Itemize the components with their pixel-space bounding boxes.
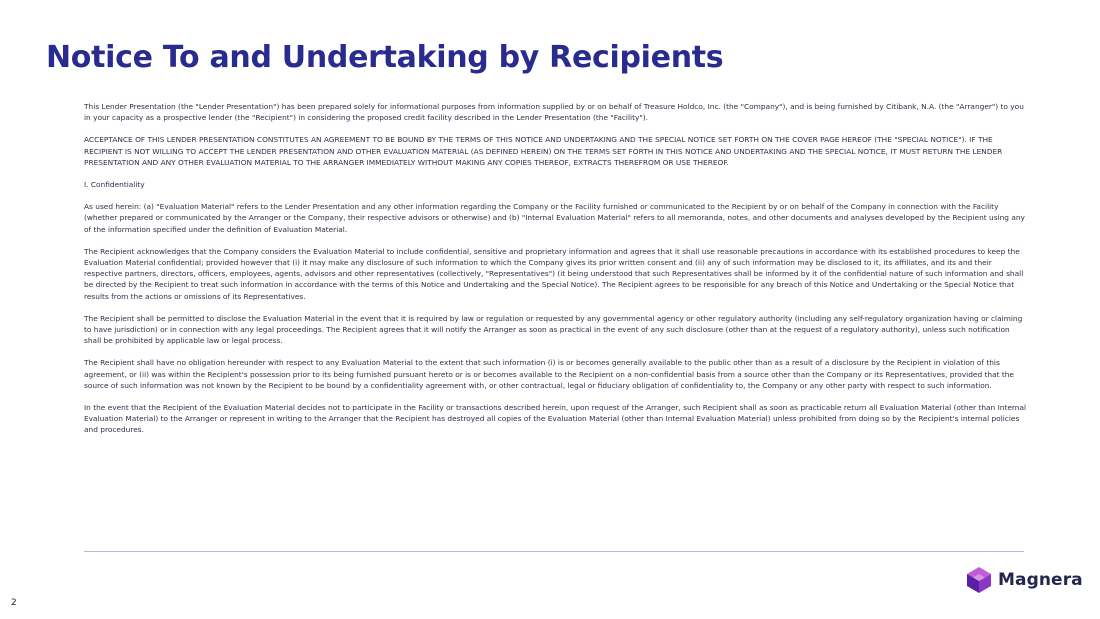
definitions-paragraph: As used herein: (a) "Evaluation Material" refers to the Lender Presentation and any other information regarding the Company or the Facility furnished or communicated to the Recipient by or on behalf of the Company in connection with the Facility (whether prepared or communicated by the Arranger or the Company, their respective advisors or otherwise) and (b) "Internal Evaluation Material" refers to all memoranda, notes, and other documents and analyses developed by the Recipient using any of the information specified under the definition of Evaluation Material. [84,202,1025,234]
notice-body [84,101,1029,447]
brand-name: Magnera [998,570,1083,590]
intro-paragraph: This Lender Presentation (the "Lender Presentation") has been prepared solely for informational purposes from information supplied by or on behalf of Treasure Holdco, Inc. (the "Company"), and is being furnished by Citibank, N.A. (the "Arranger") to you in your capacity as a prospective lender (the "Recipient") in considering the proposed credit facility described in the Lender Presentation (the "Facility"). [84,102,1024,123]
footer-divider [84,551,1024,552]
page-title: Notice To and Undertaking by Recipients [46,40,724,75]
brand-logo [966,566,1083,594]
section-heading-confidentiality: I. Confidentiality [84,180,145,190]
acknowledgement-paragraph: The Recipient acknowledges that the Company considers the Evaluation Material to include confidential, sensitive and proprietary information and agrees that it shall use reasonable precautions in accordance with its established procedures to keep the Evaluation Material confidential; provided however that (i) it may make any disclosure of such information to which the Company gives its prior written consent and (ii) any of such information may be disclosed to it, its affiliates, and its and their respective partners, directors, officers, employees, agents, advisors and other representatives (collectively, "Representatives") (it being understood that such Representatives shall be informed by it of the confidential nature of such information and shall be directed by the Recipient to treat such information in accordance with the terms of this Notice and Undertaking and the Special Notice). The Recipient agrees to be responsible for any breach of this Notice and Undertaking or the Special Notice that results from the actions or omissions of its Representatives. [84,246,1024,301]
acceptance-paragraph: ACCEPTANCE OF THIS LENDER PRESENTATION CONSTITUTES AN AGREEMENT TO BE BOUND BY THE TERMS OF THIS NOTICE AND UNDERTAKING AND THE SPECIAL NOTICE SET FORTH ON THE COVER PAGE HEREOF (THE "SPECIAL NOTICE"). IF THE RECIPIENT IS NOT WILLING TO ACCEPT THE LENDER PRESENTATION AND OTHER EVALUATION MATERIAL (AS DEFINED HEREIN) ON THE TERMS SET FORTH IN THIS NOTICE AND UNDERTAKING AND THE SPECIAL NOTICE, IT MUST RETURN THE LENDER PRESENTATION AND ANY OTHER EVALUATION MATERIAL TO THE ARRANGER IMMEDIATELY WITHOUT MAKING ANY COPIES THEREOF, EXTRACTS THEREFROM OR USE THEREOF. [84,135,1003,167]
magnera-logo-icon [966,566,992,594]
return-material-paragraph: In the event that the Recipient of the Evaluation Material decides not to participate in the Facility or transactions described herein, upon request of the Arranger, such Recipient shall as soon as practicable return all Evaluation Material (other than Internal Evaluation Material) to the Arranger or represent in writing to the Arranger that the Recipient has destroyed all copies of the Evaluation Material (other than Internal Evaluation Material) unless prohibited from doing so by the Recipient's internal policies and procedures. [84,403,1027,435]
permitted-disclosure-paragraph: The Recipient shall be permitted to disclose the Evaluation Material in the event that it is required by law or regulation or requested by any governmental agency or other regulatory authority (including any self-regulatory organization having or claiming to have jurisdiction) or in connection with any legal proceedings. The Recipient agrees that it will notify the Arranger as soon as practical in the event of any such disclosure (other than at the request of a regulatory authority), unless such notification shall be prohibited by applicable law or legal process. [84,313,1023,346]
no-obligation-paragraph: The Recipient shall have no obligation hereunder with respect to any Evaluation Material to the extent that such information (i) is or becomes generally available to the public other than as a result of a disclosure by the Recipient in violation of this agreement, or (ii) was within the Recipient's possession prior to its being furnished pursuant hereto or is or becomes available to the Recipient on a non-confidential basis from a source other than the Company or its Representatives, provided that the source of such information was not known by the Recipient to be bound by a confidentiality agreement with, or other contractual, legal or fiduciary obligation of confidentiality to, the Company or any other party with respect to such information. [84,358,1014,390]
page-number: 2 [11,598,17,608]
